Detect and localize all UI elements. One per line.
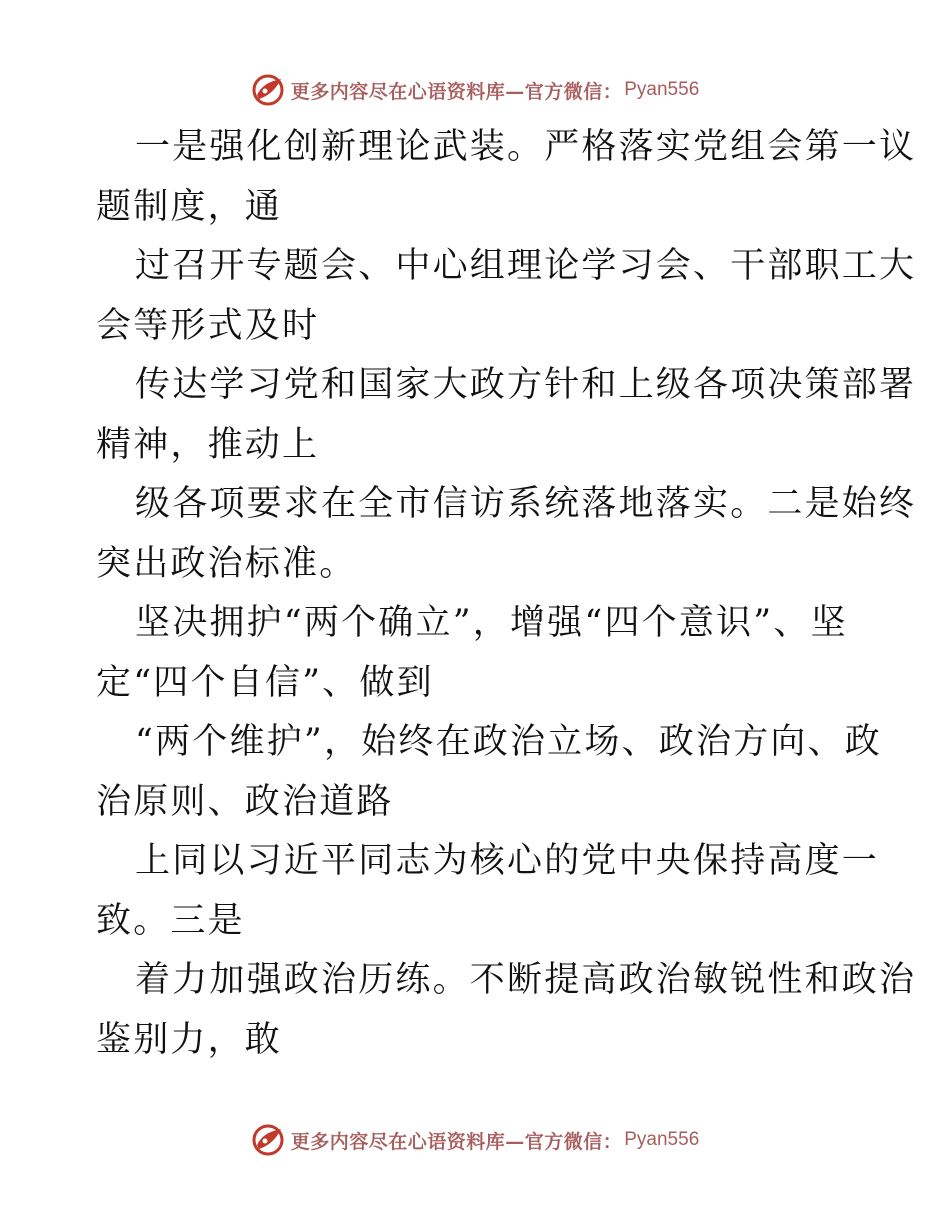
footer-banner	[0, 1122, 950, 1158]
text-line: 着力加强政治历练。不断提高政治敏锐性和政治	[135, 960, 917, 1000]
text-line: 过召开专题会、中心组理论学习会、干部职工大	[135, 246, 917, 286]
banner-text: 更多内容尽在心语资料库—官方微信：	[290, 1130, 623, 1153]
banner-text: 更多内容尽在心语资料库—官方微信：	[290, 80, 623, 103]
text-line: 致。三是	[96, 900, 245, 941]
text-line: 精神，推动上	[96, 424, 320, 465]
text-line: “两个维护”，始终在政治立场、政治方向、政	[135, 722, 882, 762]
text-line: 会等形式及时	[96, 305, 320, 346]
text-line: 级各项要求在全市信访系统落地落实。二是始终	[135, 484, 917, 524]
wechat-id: Pyan556	[624, 79, 700, 100]
document-body	[96, 118, 917, 1070]
text-line: 治原则、政治道路	[96, 781, 394, 822]
text-line: 突出政治标准。	[96, 543, 357, 584]
text-line: 传达学习党和国家大政方针和上级各项决策部署	[135, 365, 917, 405]
text-line: 一是强化创新理论武装。严格落实党组会第一议	[135, 127, 917, 167]
text-line: 定“四个自信”、做到	[96, 662, 434, 703]
header-banner	[0, 72, 950, 108]
pen-nib-logo-icon	[251, 73, 285, 107]
wechat-id: Pyan556	[624, 1129, 700, 1150]
pen-nib-logo-icon	[251, 1123, 285, 1157]
text-line: 上同以习近平同志为核心的党中央保持高度一	[135, 841, 880, 881]
text-line: 鉴别力，敢	[96, 1019, 283, 1060]
text-line: 题制度，通	[96, 186, 283, 227]
text-line: 坚决拥护“两个确立”，增强“四个意识”、坚	[135, 603, 848, 643]
